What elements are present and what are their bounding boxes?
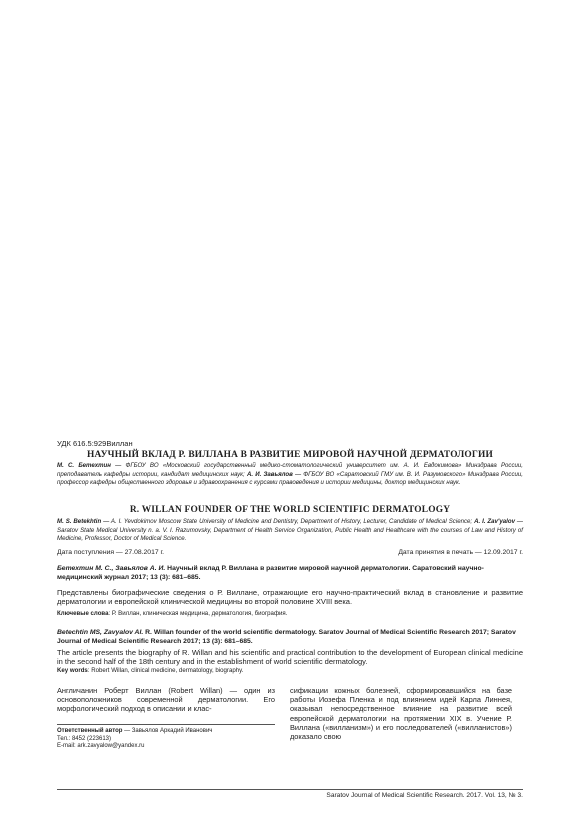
keywords-text: : Robert Willan, clinical medicine, dermatology, biography. [87,667,244,674]
keywords-text: : Р. Виллан, клиническая медицина, дерматология, биография. [108,610,288,617]
body-text-right: сификации кожных болезней, сформировавшийся на базе работы Иозефа Пленка и под влиянием идей Карла Линнея, оказывал непосредственное влияние на развитие всей европейской дерматологии на протяжении XIX в. Учение Р. Виллана («вилланизм») и его последователей («вилланистов») доказало свою [290,686,512,742]
article-title-en: R. WILLAN FOUNDER OF THE WORLD SCIENTIFIC DERMATOLOGY [129,505,451,515]
keywords-label: Ключевые слова [57,610,109,617]
author-affiliation: — Saratov State Medical University n. a. V. I. Razumovsky, Department of Health Service Organization, Public Health and Healthcare with the courses of Law and History of Medicine, Professor, Doctor of Medical Science. [57,518,524,543]
citation-text: R. Willan founder of the world scientific dermatology. Saratov Journal of Medical Scientific Research 2017; Saratov Journal of Medical Scientific Research 2017; 13 (3): 681–685. [57,629,516,645]
authors-affiliations-ru [57,462,523,488]
authors-affiliations-en [57,518,523,544]
accepted-date: Дата принятия в печать — 12.09.2017 г. [398,549,523,556]
citation-text: Научный вклад Р. Виллана в развитие мировой научной дерматологии. Саратовский научно-медицинский журнал 2017; 13 (3): 681–685. [57,565,484,581]
author-name: А. И. Завьялов [246,470,293,478]
citation-ru [57,564,523,582]
footnote-divider [57,724,275,725]
correspondence-name: — Завьялов Аркадий Иванович [122,728,213,734]
author-affiliation: — A. I. Yevdokimov Moscow State University of Medicine and Dentistry, Department of History, Lecturer, Candidate of Medical Science; [101,518,473,525]
journal-footer: Saratov Journal of Medical Scientific Research. 2017. Vol. 13, № 3. [326,792,523,799]
keywords-en [57,667,523,674]
received-date: Дата поступления — 27.08.2017 г. [57,549,165,556]
author-name: M. S. Betekhtin [57,518,102,525]
abstract-en: The article presents the biography of R. Willan and his scientific and practical contribution to the development of European clinical medicine in the second half of the 18th century and in the establishment of world scientific dermatology. [57,648,523,667]
citation-en [57,628,523,646]
footer-divider [57,789,523,790]
body-text-left: Англичанин Роберт Виллан (Robert Willan) — один из основоположников современной дерматологии. Его морфологический подход в описании и клас- [57,686,275,714]
author-name: М. С. Бетехтин [57,462,111,469]
correspondence-label: Ответственный автор [57,728,123,734]
author-affiliation: — ФГБОУ ВО «Саратовский ГМУ им. В. И. Разумовского» Минздрава России, профессор кафедры общественного здоровья и здравоохранения с курсами правоведения и истории медицины, доктор медицинских наук. [57,470,523,487]
udc-code: УДК 616.5:929Виллан [57,439,133,448]
correspondence-phone: Тел.: 8452 (223613) [57,735,111,742]
citation-authors: Бетехтин М. С., Завьялов А. И. [57,565,166,572]
keywords-ru [57,610,523,617]
correspondence-author [57,728,212,736]
article-dates [57,549,523,556]
keywords-label: Key words [57,667,88,674]
author-name: A. I. Zav'yalov [474,518,515,525]
correspondence-block [57,728,212,751]
correspondence-email: E-mail: ark.zavyalow@yandex.ru [57,743,145,750]
abstract-ru: Представлены биографические сведения о Р. Виллане, отражающие его научно-практический вклад в становление и развитие дерматологии и европейской клинической медицины во второй половине XVIII века. [57,588,523,607]
author-affiliation: — ФГБОУ ВО «Московский государственный медико-стоматологический университет им. А. И. Евдокимова» Минздрава России, преподаватель кафедры истории, кандидат медицинских наук; [57,462,523,478]
article-title-ru: НАУЧНЫЙ ВКЛАД Р. ВИЛЛАНА В РАЗВИТИЕ МИРОВОЙ НАУЧНОЙ ДЕРМАТОЛОГИИ [86,450,494,460]
citation-authors: Betechtin MS, Zavyalov AI. [57,629,144,636]
